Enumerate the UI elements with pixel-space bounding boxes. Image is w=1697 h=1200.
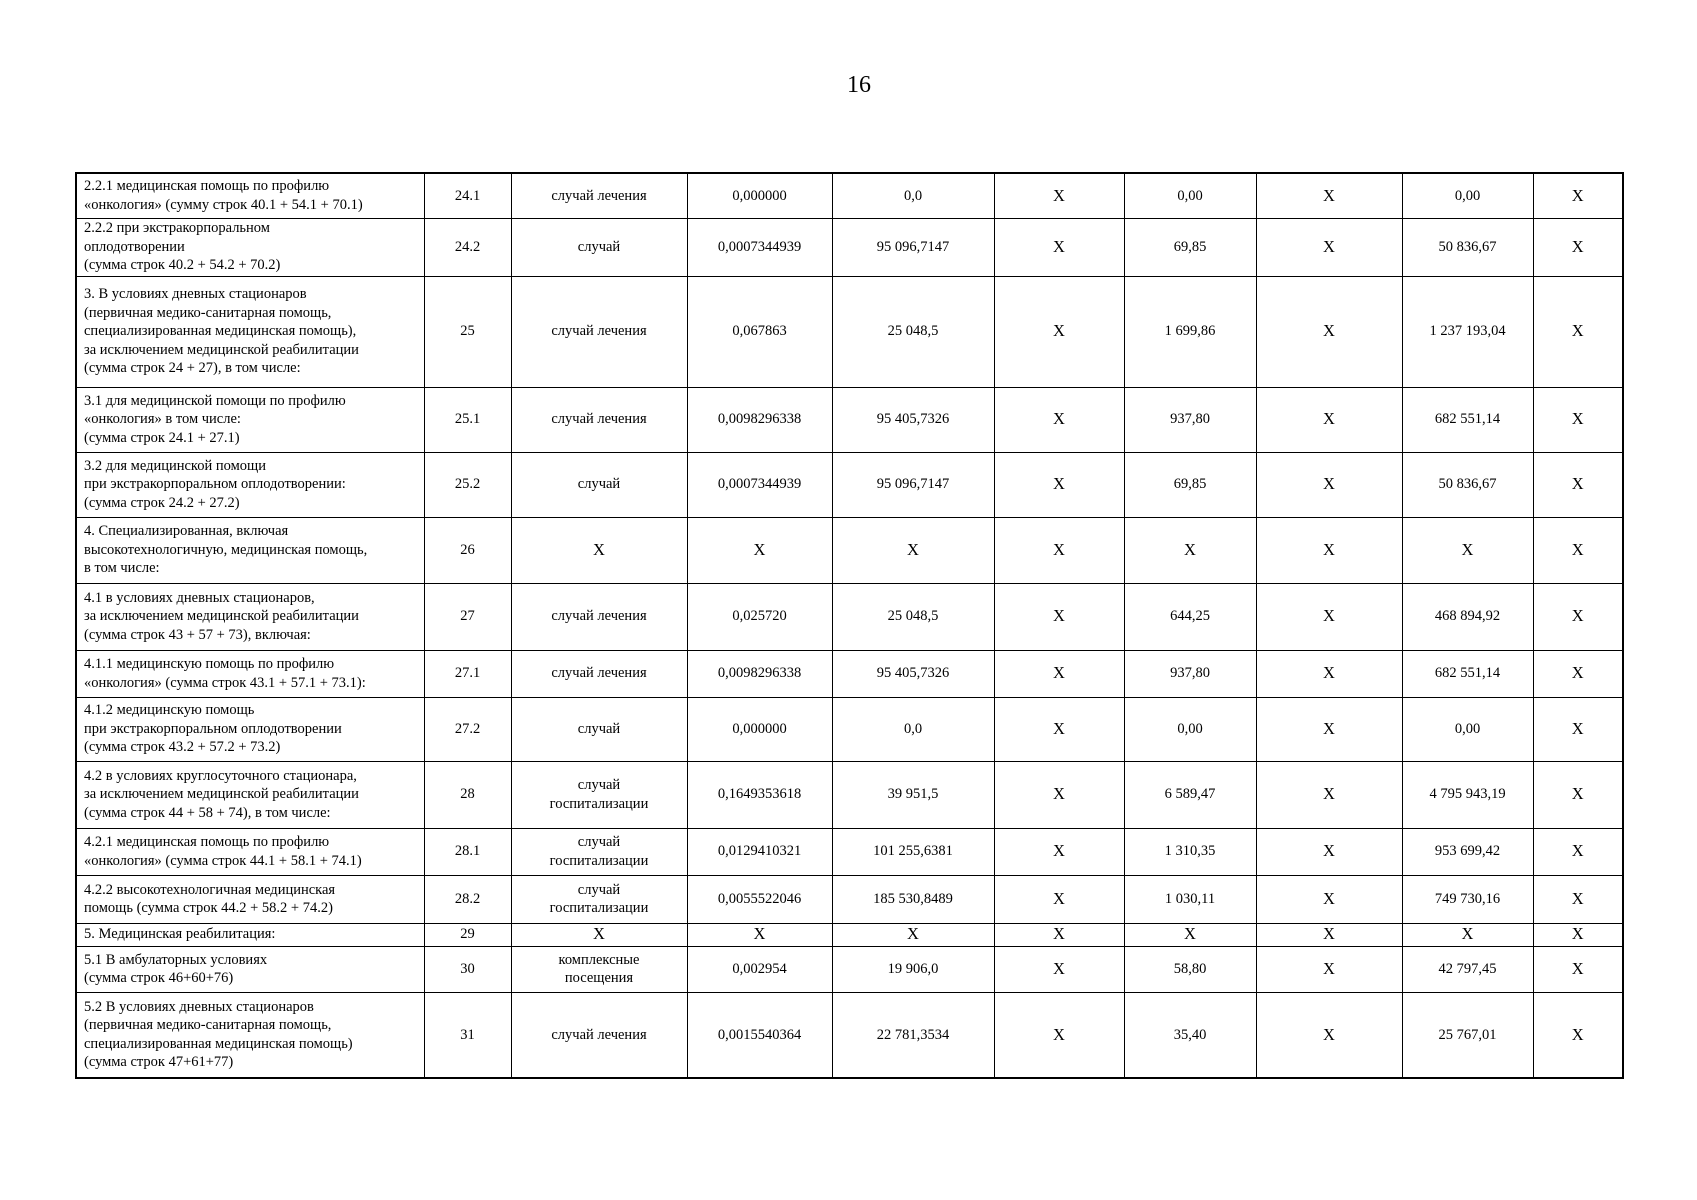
row-value-10: Х: [1533, 875, 1623, 923]
row-value-10: Х: [1533, 583, 1623, 650]
row-unit: случай лечения: [511, 992, 687, 1078]
row-value-4: 0,000000: [687, 697, 832, 761]
row-number: 27.2: [424, 697, 511, 761]
row-value-7: 644,25: [1124, 583, 1256, 650]
row-value-10: Х: [1533, 923, 1623, 946]
row-name: 4.2.1 медицинская помощь по профилю «онкология» (сумма строк 44.1 + 58.1 + 74.1): [76, 828, 424, 875]
row-value-10: Х: [1533, 452, 1623, 517]
row-value-9: 682 551,14: [1402, 387, 1533, 452]
table-row: [76, 697, 1623, 761]
row-value-9: Х: [1402, 517, 1533, 583]
row-unit: случай госпитализации: [511, 761, 687, 828]
row-value-7: 58,80: [1124, 946, 1256, 992]
row-value-8: Х: [1256, 697, 1402, 761]
row-number: 29: [424, 923, 511, 946]
row-value-10: Х: [1533, 650, 1623, 697]
row-value-10: Х: [1533, 946, 1623, 992]
row-value-4: 0,0129410321: [687, 828, 832, 875]
row-value-8: Х: [1256, 583, 1402, 650]
row-value-5: 0,0: [832, 173, 994, 218]
table-row: [76, 828, 1623, 875]
row-value-7: 69,85: [1124, 218, 1256, 276]
row-unit: случай лечения: [511, 583, 687, 650]
row-value-8: Х: [1256, 517, 1402, 583]
table-row: [76, 517, 1623, 583]
table-row: [76, 650, 1623, 697]
row-value-6: Х: [994, 828, 1124, 875]
row-value-5: 22 781,3534: [832, 992, 994, 1078]
table-row: [76, 875, 1623, 923]
row-value-7: 937,80: [1124, 387, 1256, 452]
row-unit: комплексные посещения: [511, 946, 687, 992]
row-value-6: Х: [994, 583, 1124, 650]
row-value-6: Х: [994, 946, 1124, 992]
row-value-5: 95 405,7326: [832, 650, 994, 697]
row-number: 30: [424, 946, 511, 992]
table-row: [76, 992, 1623, 1078]
row-number: 27: [424, 583, 511, 650]
row-value-6: Х: [994, 276, 1124, 387]
row-value-5: 25 048,5: [832, 583, 994, 650]
row-value-5: Х: [832, 923, 994, 946]
row-value-9: 50 836,67: [1402, 218, 1533, 276]
row-value-5: 101 255,6381: [832, 828, 994, 875]
row-value-6: Х: [994, 650, 1124, 697]
row-value-7: 0,00: [1124, 697, 1256, 761]
row-value-6: Х: [994, 218, 1124, 276]
row-name: 4.2.2 высокотехнологичная медицинская помощь (сумма строк 44.2 + 58.2 + 74.2): [76, 875, 424, 923]
row-value-4: 0,0015540364: [687, 992, 832, 1078]
row-value-7: 1 310,35: [1124, 828, 1256, 875]
row-name: 4.1 в условиях дневных стационаров, за исключением медицинской реабилитации (сумма строк 43 + 57 + 73), включая:: [76, 583, 424, 650]
row-value-9: 468 894,92: [1402, 583, 1533, 650]
row-name: 4. Специализированная, включая высокотехнологичную, медицинская помощь, в том числе:: [76, 517, 424, 583]
row-value-8: Х: [1256, 875, 1402, 923]
row-value-4: 0,002954: [687, 946, 832, 992]
row-value-4: 0,1649353618: [687, 761, 832, 828]
row-name: 3.2 для медицинской помощи при экстракорпоральном оплодотворении: (сумма строк 24.2 + 27.2): [76, 452, 424, 517]
row-value-7: Х: [1124, 923, 1256, 946]
row-value-6: Х: [994, 761, 1124, 828]
row-unit: Х: [511, 923, 687, 946]
table-row: [76, 583, 1623, 650]
row-unit: случай госпитализации: [511, 828, 687, 875]
row-value-5: 95 405,7326: [832, 387, 994, 452]
row-value-8: Х: [1256, 923, 1402, 946]
row-value-6: Х: [994, 452, 1124, 517]
row-value-4: 0,025720: [687, 583, 832, 650]
row-number: 28.1: [424, 828, 511, 875]
row-name: 3. В условиях дневных стационаров (первичная медико-санитарная помощь, специализированная медицинская помощь), за исключением медицинской реабилитации (сумма строк 24 + 27), в том числе:: [76, 276, 424, 387]
row-value-8: Х: [1256, 387, 1402, 452]
row-value-8: Х: [1256, 452, 1402, 517]
row-unit: Х: [511, 517, 687, 583]
row-value-10: Х: [1533, 697, 1623, 761]
row-value-4: Х: [687, 923, 832, 946]
row-number: 31: [424, 992, 511, 1078]
row-value-9: Х: [1402, 923, 1533, 946]
row-number: 26: [424, 517, 511, 583]
row-name: 5.2 В условиях дневных стационаров (первичная медико-санитарная помощь, специализированная медицинская помощь) (сумма строк 47+61+77): [76, 992, 424, 1078]
row-value-6: Х: [994, 992, 1124, 1078]
row-value-5: 19 906,0: [832, 946, 994, 992]
row-number: 25.2: [424, 452, 511, 517]
row-number: 25: [424, 276, 511, 387]
table-row: [76, 946, 1623, 992]
row-value-10: Х: [1533, 761, 1623, 828]
row-value-5: 95 096,7147: [832, 452, 994, 517]
row-value-8: Х: [1256, 276, 1402, 387]
row-value-4: 0,0098296338: [687, 650, 832, 697]
row-value-9: 42 797,45: [1402, 946, 1533, 992]
row-value-7: 0,00: [1124, 173, 1256, 218]
row-value-4: 0,0055522046: [687, 875, 832, 923]
row-value-4: 0,0098296338: [687, 387, 832, 452]
table-row: [76, 218, 1623, 276]
row-value-9: 25 767,01: [1402, 992, 1533, 1078]
row-unit: случай: [511, 452, 687, 517]
row-value-6: Х: [994, 875, 1124, 923]
row-value-8: Х: [1256, 992, 1402, 1078]
row-value-7: 937,80: [1124, 650, 1256, 697]
row-value-5: Х: [832, 517, 994, 583]
row-name: 3.1 для медицинской помощи по профилю «онкология» в том числе: (сумма строк 24.1 + 27.1): [76, 387, 424, 452]
row-value-7: 6 589,47: [1124, 761, 1256, 828]
row-value-10: Х: [1533, 173, 1623, 218]
row-number: 27.1: [424, 650, 511, 697]
row-value-9: 1 237 193,04: [1402, 276, 1533, 387]
row-name: 2.2.2 при экстракорпоральном оплодотворении (сумма строк 40.2 + 54.2 + 70.2): [76, 218, 424, 276]
row-unit: случай лечения: [511, 173, 687, 218]
row-value-4: 0,000000: [687, 173, 832, 218]
row-value-4: 0,067863: [687, 276, 832, 387]
row-value-7: 35,40: [1124, 992, 1256, 1078]
row-unit: случай лечения: [511, 650, 687, 697]
table-row: [76, 761, 1623, 828]
row-name: 5.1 В амбулаторных условиях (сумма строк 46+60+76): [76, 946, 424, 992]
row-name: 4.2 в условиях круглосуточного стационара, за исключением медицинской реабилитации (сумма строк 44 + 58 + 74), в том числе:: [76, 761, 424, 828]
row-value-5: 95 096,7147: [832, 218, 994, 276]
row-value-8: Х: [1256, 218, 1402, 276]
row-number: 28: [424, 761, 511, 828]
row-value-7: Х: [1124, 517, 1256, 583]
row-value-9: 0,00: [1402, 173, 1533, 218]
row-value-8: Х: [1256, 761, 1402, 828]
row-value-5: 185 530,8489: [832, 875, 994, 923]
table-row: [76, 173, 1623, 218]
row-value-10: Х: [1533, 387, 1623, 452]
row-value-10: Х: [1533, 517, 1623, 583]
row-name: 5. Медицинская реабилитация:: [76, 923, 424, 946]
row-name: 2.2.1 медицинская помощь по профилю «онкология» (сумму строк 40.1 + 54.1 + 70.1): [76, 173, 424, 218]
row-unit: случай госпитализации: [511, 875, 687, 923]
row-unit: случай: [511, 218, 687, 276]
row-value-4: 0,0007344939: [687, 452, 832, 517]
row-number: 25.1: [424, 387, 511, 452]
row-value-8: Х: [1256, 828, 1402, 875]
row-value-9: 953 699,42: [1402, 828, 1533, 875]
row-value-8: Х: [1256, 946, 1402, 992]
table-row: [76, 276, 1623, 387]
page-number: 16: [847, 72, 871, 98]
row-value-10: Х: [1533, 828, 1623, 875]
row-value-9: 749 730,16: [1402, 875, 1533, 923]
row-value-10: Х: [1533, 992, 1623, 1078]
row-value-6: Х: [994, 173, 1124, 218]
row-value-5: 39 951,5: [832, 761, 994, 828]
row-value-7: 1 030,11: [1124, 875, 1256, 923]
row-name: 4.1.2 медицинскую помощь при экстракорпоральном оплодотворении (сумма строк 43.2 + 57.2 + 73.2): [76, 697, 424, 761]
row-number: 24.2: [424, 218, 511, 276]
row-value-8: Х: [1256, 650, 1402, 697]
table-row: [76, 452, 1623, 517]
row-name: 4.1.1 медицинскую помощь по профилю «онкология» (сумма строк 43.1 + 57.1 + 73.1):: [76, 650, 424, 697]
row-value-6: Х: [994, 697, 1124, 761]
row-unit: случай лечения: [511, 276, 687, 387]
row-value-9: 4 795 943,19: [1402, 761, 1533, 828]
table-row: [76, 923, 1623, 946]
table-row: [76, 387, 1623, 452]
row-value-9: 0,00: [1402, 697, 1533, 761]
row-value-6: Х: [994, 517, 1124, 583]
row-number: 28.2: [424, 875, 511, 923]
financing-table: [75, 172, 1624, 1079]
row-value-10: Х: [1533, 218, 1623, 276]
row-unit: случай: [511, 697, 687, 761]
row-unit: случай лечения: [511, 387, 687, 452]
row-number: 24.1: [424, 173, 511, 218]
row-value-4: Х: [687, 517, 832, 583]
row-value-9: 50 836,67: [1402, 452, 1533, 517]
row-value-10: Х: [1533, 276, 1623, 387]
row-value-4: 0,0007344939: [687, 218, 832, 276]
row-value-5: 0,0: [832, 697, 994, 761]
row-value-5: 25 048,5: [832, 276, 994, 387]
row-value-8: Х: [1256, 173, 1402, 218]
row-value-9: 682 551,14: [1402, 650, 1533, 697]
row-value-6: Х: [994, 387, 1124, 452]
row-value-7: 69,85: [1124, 452, 1256, 517]
row-value-6: Х: [994, 923, 1124, 946]
row-value-7: 1 699,86: [1124, 276, 1256, 387]
